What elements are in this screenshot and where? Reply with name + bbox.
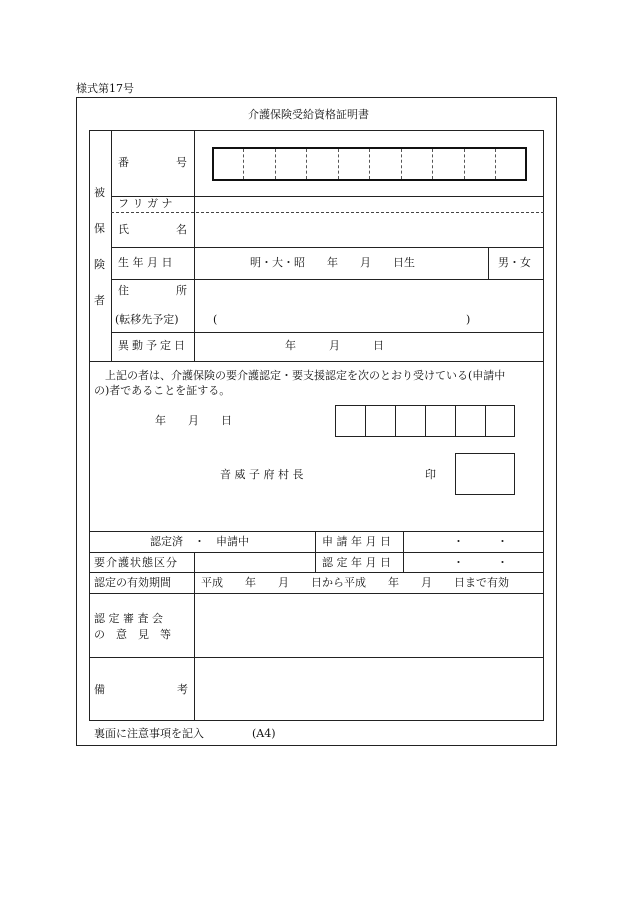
furigana-input[interactable]: [195, 197, 544, 212]
forwarding-address-input[interactable]: [222, 313, 464, 327]
digit-divider: [275, 149, 276, 179]
name-input[interactable]: [195, 213, 544, 247]
code-box-divider: [455, 405, 456, 437]
address-paren-open: (: [213, 313, 218, 326]
code-box-divider: [365, 405, 366, 437]
status-options[interactable]: 認定済 ・ 申請中: [150, 535, 249, 548]
birth-date-label: 生 年 月 日: [118, 256, 173, 269]
digit-divider: [243, 149, 244, 179]
remarks-label-char: 備: [94, 683, 105, 696]
opinion-input[interactable]: [195, 594, 544, 657]
section-divider: [89, 531, 544, 532]
seal-box[interactable]: [455, 453, 515, 495]
row-divider: [111, 247, 544, 248]
code-box-divider: [425, 405, 426, 437]
address-paren-close: ): [466, 313, 471, 326]
validity-label: 認定の有効期間: [94, 576, 171, 589]
paper-size: (A4): [252, 727, 276, 740]
digit-divider: [369, 149, 370, 179]
name-label-char: 氏: [118, 223, 129, 236]
footer-note: 裏面に注意事項を記入: [94, 727, 204, 740]
address-sub-label: (転移先予定): [115, 313, 179, 326]
form-number: 様式第17号: [76, 82, 134, 95]
number-label-char: 号: [176, 156, 187, 169]
row-divider: [111, 332, 544, 333]
issuer-name: 音 威 子 府 村 長: [220, 468, 304, 481]
furigana-label: フ リ ガ ナ: [118, 197, 173, 210]
care-level-input[interactable]: [195, 553, 315, 572]
certification-date[interactable]: 年 月 日: [155, 414, 232, 427]
digit-divider: [338, 149, 339, 179]
digit-divider: [495, 149, 496, 179]
side-label-char: 者: [94, 294, 105, 307]
side-label-char: 被: [94, 186, 105, 199]
application-date-value[interactable]: ・ ・: [453, 535, 508, 548]
cert-date-label: 認 定 年 月 日: [322, 556, 391, 569]
row-divider: [89, 572, 544, 573]
opinion-label: の 意 見 等: [94, 628, 171, 641]
statement-line: の)者であることを証する。: [94, 384, 231, 397]
birth-date-value[interactable]: 明・大・昭 年 月 日生: [250, 256, 415, 269]
application-date-label: 申 請 年 月 日: [322, 535, 391, 548]
section-divider: [89, 361, 544, 362]
validity-value[interactable]: 平成 年 月 日から平成 年 月 日まで有効: [201, 576, 509, 589]
row-divider: [89, 552, 544, 553]
code-box-divider: [395, 405, 396, 437]
gender-divider: [488, 247, 489, 279]
side-label-divider: [111, 130, 112, 362]
code-box-divider: [485, 405, 486, 437]
digit-divider: [306, 149, 307, 179]
side-label-char: 険: [94, 258, 105, 271]
opinion-label: 認 定 審 査 会: [94, 612, 163, 625]
gender-value[interactable]: 男・女: [498, 256, 531, 269]
move-date-label: 異動予定日: [118, 339, 188, 352]
digit-divider: [432, 149, 433, 179]
address-label-char: 住: [118, 284, 129, 297]
address-input[interactable]: [195, 280, 544, 312]
form-title: 介護保険受給資格証明書: [248, 108, 369, 121]
name-label-char: 名: [176, 223, 187, 236]
side-label-char: 保: [94, 222, 105, 235]
seal-label: 印: [425, 468, 436, 481]
address-label-char: 所: [176, 284, 187, 297]
move-date-value[interactable]: 年 月 日: [285, 339, 384, 352]
digit-divider: [464, 149, 465, 179]
digit-divider: [401, 149, 402, 179]
care-level-label: 要介護状態区分: [94, 556, 178, 569]
remarks-label-char: 考: [177, 683, 188, 696]
number-label-char: 番: [118, 156, 129, 169]
statement-line: 上記の者は、介護保険の要介護認定・要支援認定を次のとおり受けている(申請中: [105, 369, 506, 382]
cert-date-value[interactable]: ・ ・: [453, 556, 508, 569]
remarks-input[interactable]: [195, 658, 544, 721]
